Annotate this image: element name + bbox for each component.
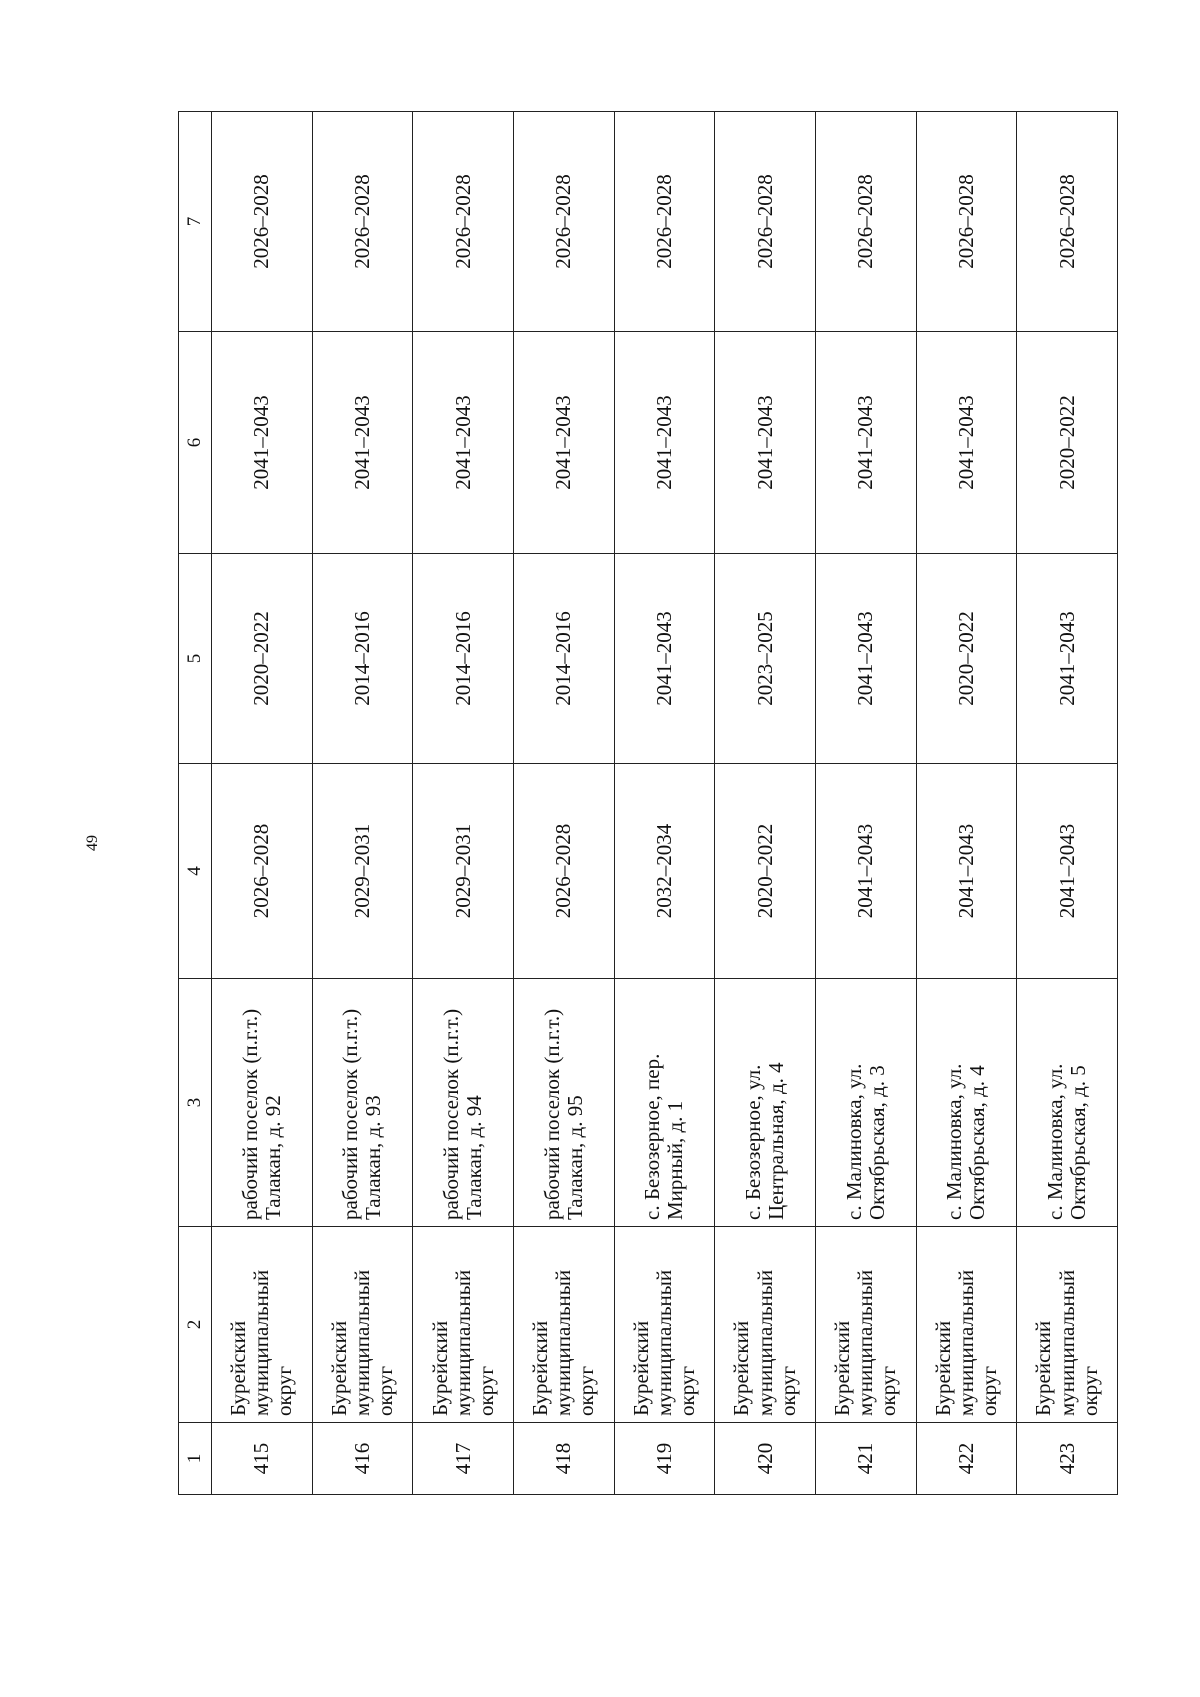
table-container [178,112,1118,1495]
period-cell: 2020–2022 [715,764,816,979]
table-row [715,112,816,1495]
header-cell: 4 [179,764,212,979]
period-cell: 2026–2028 [413,112,514,332]
address-cell: рабочий поселок (п.г.т.) Талакан, д. 92 [212,979,313,1227]
period-cell: 2041–2043 [1017,554,1118,764]
period-cell: 2041–2043 [513,332,614,554]
row-number-cell: 422 [916,1423,1017,1495]
table-row [815,112,916,1495]
period-cell: 2020–2022 [916,554,1017,764]
period-cell: 2041–2043 [212,332,313,554]
address-cell: с. Безозерное, пер. Мирный, д. 1 [614,979,715,1227]
header-cell: 6 [179,332,212,554]
period-cell: 2026–2028 [312,112,413,332]
address-cell: рабочий поселок (п.г.т.) Талакан, д. 94 [413,979,514,1227]
table-body [212,112,1118,1495]
header-cell: 1 [179,1423,212,1495]
row-number-cell: 423 [1017,1423,1118,1495]
period-cell: 2029–2031 [413,764,514,979]
period-cell: 2041–2043 [916,764,1017,979]
period-cell: 2014–2016 [513,554,614,764]
row-number-cell: 420 [715,1423,816,1495]
period-cell: 2026–2028 [916,112,1017,332]
table-row [513,112,614,1495]
table-row [413,112,514,1495]
period-cell: 2020–2022 [1017,332,1118,554]
period-cell: 2041–2043 [413,332,514,554]
period-cell: 2041–2043 [715,332,816,554]
period-cell: 2041–2043 [312,332,413,554]
table-row [312,112,413,1495]
address-cell: рабочий поселок (п.г.т.) Талакан, д. 95 [513,979,614,1227]
period-cell: 2023–2025 [715,554,816,764]
address-cell: с. Малиновка, ул. Октябрьская, д. 4 [916,979,1017,1227]
district-cell: Бурейский муниципальный округ [815,1227,916,1423]
period-cell: 2020–2022 [212,554,313,764]
table-row [212,112,313,1495]
period-cell: 2026–2028 [212,764,313,979]
district-cell: Бурейский муниципальный округ [312,1227,413,1423]
row-number-cell: 421 [815,1423,916,1495]
period-cell: 2026–2028 [513,764,614,979]
district-cell: Бурейский муниципальный округ [715,1227,816,1423]
header-row [179,112,212,1495]
period-cell: 2026–2028 [1017,112,1118,332]
row-number-cell: 418 [513,1423,614,1495]
period-cell: 2032–2034 [614,764,715,979]
row-number-cell: 416 [312,1423,413,1495]
address-cell: с. Безозерное, ул. Центральная, д. 4 [715,979,816,1227]
header-cell: 3 [179,979,212,1227]
table-row [1017,112,1118,1495]
period-cell: 2014–2016 [413,554,514,764]
address-cell: с. Малиновка, ул. Октябрьская, д. 5 [1017,979,1118,1227]
period-cell: 2026–2028 [212,112,313,332]
district-cell: Бурейский муниципальный округ [614,1227,715,1423]
period-cell: 2041–2043 [1017,764,1118,979]
table-row [614,112,715,1495]
address-cell: рабочий поселок (п.г.т.) Талакан, д. 93 [312,979,413,1227]
period-cell: 2026–2028 [614,112,715,332]
period-cell: 2026–2028 [513,112,614,332]
period-cell: 2041–2043 [815,554,916,764]
row-number-cell: 417 [413,1423,514,1495]
district-cell: Бурейский муниципальный округ [413,1227,514,1423]
period-cell: 2014–2016 [312,554,413,764]
header-cell: 5 [179,554,212,764]
district-cell: Бурейский муниципальный округ [513,1227,614,1423]
period-cell: 2026–2028 [715,112,816,332]
period-cell: 2029–2031 [312,764,413,979]
district-cell: Бурейский муниципальный округ [916,1227,1017,1423]
district-cell: Бурейский муниципальный округ [1017,1227,1118,1423]
table-row [916,112,1017,1495]
district-cell: Бурейский муниципальный округ [212,1227,313,1423]
period-cell: 2041–2043 [815,764,916,979]
period-cell: 2026–2028 [815,112,916,332]
period-cell: 2041–2043 [815,332,916,554]
header-cell: 7 [179,112,212,332]
address-cell: с. Малиновка, ул. Октябрьская, д. 3 [815,979,916,1227]
row-number-cell: 419 [614,1423,715,1495]
period-cell: 2041–2043 [916,332,1017,554]
period-cell: 2041–2043 [614,332,715,554]
page-number: 49 [84,835,101,851]
period-cell: 2041–2043 [614,554,715,764]
row-number-cell: 415 [212,1423,313,1495]
header-cell: 2 [179,1227,212,1423]
schedule-table [178,111,1118,1495]
